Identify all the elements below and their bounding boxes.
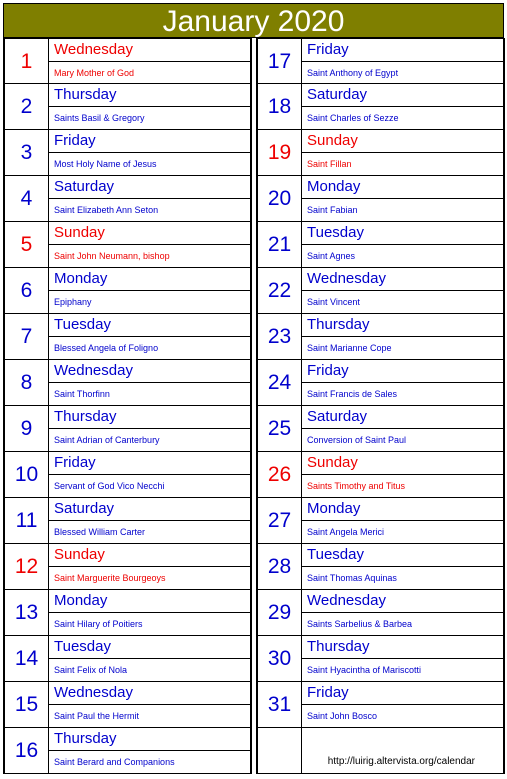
day-row <box>256 222 505 268</box>
day-number: 21 <box>258 222 302 267</box>
weekday-label: Sunday <box>302 130 503 153</box>
saint-name: Servant of God Vico Necchi <box>54 481 165 491</box>
day-number: 4 <box>5 176 49 221</box>
saint-name: Saint Fillan <box>307 159 352 169</box>
day-row <box>3 268 252 314</box>
day-number: 9 <box>5 406 49 451</box>
right-column <box>256 38 505 774</box>
weekday-label: Monday <box>49 590 250 613</box>
weekday-label: Saturday <box>49 176 250 199</box>
day-number: 23 <box>258 314 302 359</box>
day-number: 10 <box>5 452 49 497</box>
day-row <box>3 544 252 590</box>
day-row <box>256 452 505 498</box>
saint-name: Saint Marianne Cope <box>307 343 392 353</box>
weekday-label: Sunday <box>302 452 503 475</box>
day-number: 13 <box>5 590 49 635</box>
saint-name: Saint Anthony of Egypt <box>307 68 399 78</box>
weekday-label: Wednesday <box>302 268 503 291</box>
saint-name: Saint Felix of Nola <box>54 665 128 675</box>
weekday-label: Tuesday <box>302 544 503 567</box>
saint-name: Saint Agnes <box>307 251 356 261</box>
day-number: 16 <box>5 728 49 773</box>
day-number: 31 <box>258 682 302 727</box>
weekday-label: Wednesday <box>49 360 250 383</box>
day-row <box>3 130 252 176</box>
day-row <box>256 682 505 728</box>
day-number: 6 <box>5 268 49 313</box>
saint-name: Saint Marguerite Bourgeoys <box>54 573 166 583</box>
day-row <box>256 636 505 682</box>
saint-name: Saint Hyacintha of Mariscotti <box>307 665 422 675</box>
day-row <box>3 360 252 406</box>
day-row <box>256 130 505 176</box>
weekday-label: Friday <box>302 39 503 62</box>
day-number: 7 <box>5 314 49 359</box>
saint-name: Saints Basil & Gregory <box>54 113 145 123</box>
day-row <box>3 38 252 84</box>
weekday-label: Friday <box>49 130 250 153</box>
day-number: 25 <box>258 406 302 451</box>
saint-name: Epiphany <box>54 297 92 307</box>
day-number: 26 <box>258 452 302 497</box>
weekday-label: Thursday <box>302 636 503 659</box>
day-number: 12 <box>5 544 49 589</box>
day-number: 19 <box>258 130 302 175</box>
saint-name: Saint Adrian of Canterbury <box>54 435 160 445</box>
saint-name: Blessed William Carter <box>54 527 146 537</box>
weekday-label: Wednesday <box>302 590 503 613</box>
source-url[interactable]: http://luirig.altervista.org/calendar <box>327 756 475 767</box>
saint-name: Saint Thomas Aquinas <box>307 573 397 583</box>
day-row <box>3 406 252 452</box>
day-row <box>256 498 505 544</box>
day-number: 3 <box>5 130 49 175</box>
weekday-label: Sunday <box>49 544 250 567</box>
day-row <box>3 452 252 498</box>
weekday-label: Saturday <box>302 406 503 429</box>
weekday-label: Friday <box>49 452 250 475</box>
weekday-label: Tuesday <box>49 636 250 659</box>
weekday-label: Wednesday <box>49 682 250 705</box>
weekday-label: Friday <box>302 360 503 383</box>
weekday-label: Monday <box>302 498 503 521</box>
weekday-label: Thursday <box>49 728 250 751</box>
weekday-label: Thursday <box>49 406 250 429</box>
weekday-label: Thursday <box>302 314 503 337</box>
day-number: 28 <box>258 544 302 589</box>
day-row <box>3 728 252 774</box>
saint-name: Saint John Bosco <box>307 711 378 721</box>
day-row <box>3 498 252 544</box>
day-number: 24 <box>258 360 302 405</box>
day-row <box>3 682 252 728</box>
weekday-label: Wednesday <box>49 39 250 62</box>
day-number: 15 <box>5 682 49 727</box>
saint-name: Conversion of Saint Paul <box>307 435 407 445</box>
weekday-label: Monday <box>49 268 250 291</box>
day-row <box>3 222 252 268</box>
day-number: 17 <box>258 39 302 84</box>
saint-name: Saint Hilary of Poitiers <box>54 619 143 629</box>
day-number: 20 <box>258 176 302 221</box>
day-number: 22 <box>258 268 302 313</box>
day-row <box>256 84 505 130</box>
weekday-label: Thursday <box>49 84 250 107</box>
weekday-label: Sunday <box>49 222 250 245</box>
saint-name: Saint Fabian <box>307 205 358 215</box>
footer-row <box>256 728 505 774</box>
left-column <box>3 38 252 774</box>
day-row <box>256 176 505 222</box>
day-number: 18 <box>258 84 302 129</box>
day-number: 5 <box>5 222 49 267</box>
day-row <box>3 590 252 636</box>
weekday-label: Tuesday <box>49 314 250 337</box>
weekday-label: Saturday <box>49 498 250 521</box>
day-row <box>256 314 505 360</box>
saint-name: Saint Paul the Hermit <box>54 711 140 721</box>
saint-name: Saints Timothy and Titus <box>307 481 406 491</box>
saint-name: Saint Vincent <box>307 297 360 307</box>
day-number: 27 <box>258 498 302 543</box>
day-row <box>256 38 505 84</box>
day-row <box>3 176 252 222</box>
saint-name: Mary Mother of God <box>54 68 135 78</box>
day-number: 29 <box>258 590 302 635</box>
day-row <box>3 636 252 682</box>
day-number: 2 <box>5 84 49 129</box>
empty-cell <box>258 728 302 773</box>
day-row <box>256 360 505 406</box>
weekday-label: Saturday <box>302 84 503 107</box>
saint-name: Blessed Angela of Foligno <box>54 343 159 353</box>
saint-name: Saint Thorfinn <box>54 389 110 399</box>
day-row <box>256 590 505 636</box>
day-row <box>256 406 505 452</box>
saint-name: Most Holy Name of Jesus <box>54 159 157 169</box>
day-number: 14 <box>5 636 49 681</box>
day-number: 1 <box>5 39 49 84</box>
weekday-label: Monday <box>302 176 503 199</box>
saint-name: Saint Angela Merici <box>307 527 385 537</box>
saint-name: Saint Francis de Sales <box>307 389 398 399</box>
day-row <box>3 84 252 130</box>
day-row <box>3 314 252 360</box>
weekday-label: Tuesday <box>302 222 503 245</box>
day-row <box>256 268 505 314</box>
saint-name: Saint John Neumann, bishop <box>54 251 170 261</box>
day-row <box>256 544 505 590</box>
saint-name: Saints Sarbelius & Barbea <box>307 619 413 629</box>
day-number: 30 <box>258 636 302 681</box>
calendar-title: January 2020 <box>3 3 504 38</box>
weekday-label: Friday <box>302 682 503 705</box>
day-number: 11 <box>5 498 49 543</box>
saint-name: Saint Charles of Sezze <box>307 113 399 123</box>
day-number: 8 <box>5 360 49 405</box>
saint-name: Saint Berard and Companions <box>54 757 175 767</box>
saint-name: Saint Elizabeth Ann Seton <box>54 205 159 215</box>
